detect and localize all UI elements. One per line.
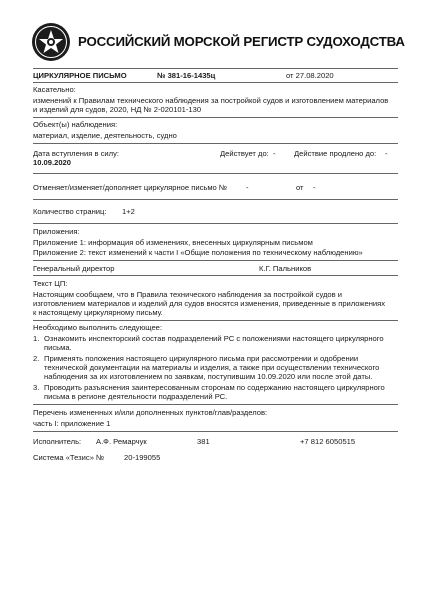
signatory-name: К.Г. Пальников [259, 264, 312, 273]
objects-label: Объект(ы) наблюдения: [33, 120, 118, 129]
cancels-number: - [246, 183, 249, 192]
action-line: Ознакомить инспекторский состав подразделений РС с положениями настоящего циркулярного [44, 334, 384, 343]
pages-value: 1+2 [122, 207, 135, 216]
text-label: Текст ЦП: [33, 279, 68, 288]
cancels-from-label: от [296, 183, 304, 192]
action-line: технической документации на материалы и изделия, а также при осуществлении технического [44, 363, 380, 372]
objects-value: материал, изделие, деятельность, судно [33, 131, 177, 140]
action-line: Применять положения настоящего циркулярного письма при рассмотрении и одобрении [44, 354, 359, 363]
executor-label: Исполнитель: [33, 437, 82, 446]
system-value: 20-199055 [124, 453, 161, 462]
effective-label: Дата вступления в силу: [33, 149, 119, 158]
divider [33, 260, 398, 261]
letterhead [31, 22, 405, 62]
executor-phone: +7 812 6050515 [300, 437, 356, 446]
text-line-1: Настоящим сообщаем, что в Правила технического наблюдения за постройкой судов и [33, 290, 343, 299]
valid-until-value: - [273, 149, 276, 158]
divider [33, 431, 398, 432]
action-line: наблюдения за их изготовлением по заявкам, поступившим 10.09.2020 или после этой даты. [44, 372, 373, 381]
changed-items-value: часть I: приложение 1 [33, 419, 111, 428]
attachments-label: Приложения: [33, 227, 80, 236]
divider [33, 404, 398, 405]
executor-name: А.Ф. Ремарчук [96, 437, 147, 446]
divider [33, 320, 398, 321]
attachment-item: Приложение 2: текст изменений к части I «Общие положения по техническому наблюдению» [33, 248, 363, 257]
extended-value: - [385, 149, 388, 158]
letter-number: № 381-16-1435ц [157, 71, 216, 80]
text-line-2: изготовлением материалов и изделий для судов вносятся изменения, приведенные в приложениях [33, 299, 386, 308]
divider [33, 223, 398, 224]
action-number: 2. [33, 354, 40, 363]
divider [33, 173, 398, 174]
divider [33, 117, 398, 118]
action-line: письма. [44, 343, 72, 352]
divider [33, 82, 398, 83]
letter-type: ЦИРКУЛЯРНОЕ ПИСЬМО [33, 71, 127, 80]
subject-line-2: и изделий для судов, 2020, НД № 2-020101-130 [33, 105, 202, 114]
pages-label: Количество страниц: [33, 207, 107, 216]
executor-code: 381 [197, 437, 210, 446]
action-line: Проводить разъяснения заинтересованным сторонам по содержанию настоящего циркулярного [44, 383, 385, 392]
org-name: РОССИЙСКИЙ МОРСКОЙ РЕГИСТР СУДОХОДСТВА [78, 34, 405, 49]
changed-items-label: Перечень измененных и/или дополненных пунктов/глав/разделов: [33, 408, 268, 417]
divider [33, 68, 398, 69]
subject-line-1: изменений к Правилам технического наблюдения за постройкой судов и изготовлением материалов [33, 96, 389, 105]
valid-until-label: Действует до: [220, 149, 269, 158]
divider [33, 199, 398, 200]
divider [33, 275, 398, 276]
action-number: 3. [33, 383, 40, 392]
divider [33, 143, 398, 144]
letter-date: от 27.08.2020 [286, 71, 334, 80]
cancels-label: Отменяет/изменяет/дополняет циркулярное письмо № [33, 183, 228, 192]
effective-value: 10.09.2020 [33, 158, 72, 167]
attachment-item: Приложение 1: информация об изменениях, внесенных циркулярным письмом [33, 238, 313, 247]
action-number: 1. [33, 334, 40, 343]
action-line: письма в регионе деятельности подразделений РС. [44, 392, 228, 401]
text-line-3: к настоящему циркулярному письму. [33, 308, 163, 317]
signatory-position: Генеральный директор [33, 264, 115, 273]
system-label: Система «Тезис» № [33, 453, 105, 462]
actions-label: Необходимо выполнить следующее: [33, 323, 163, 332]
extended-label: Действие продлено до: [294, 149, 377, 158]
cancels-from-value: - [313, 183, 316, 192]
rs-emblem-icon [31, 22, 71, 62]
subject-label: Касательно: [33, 85, 76, 94]
